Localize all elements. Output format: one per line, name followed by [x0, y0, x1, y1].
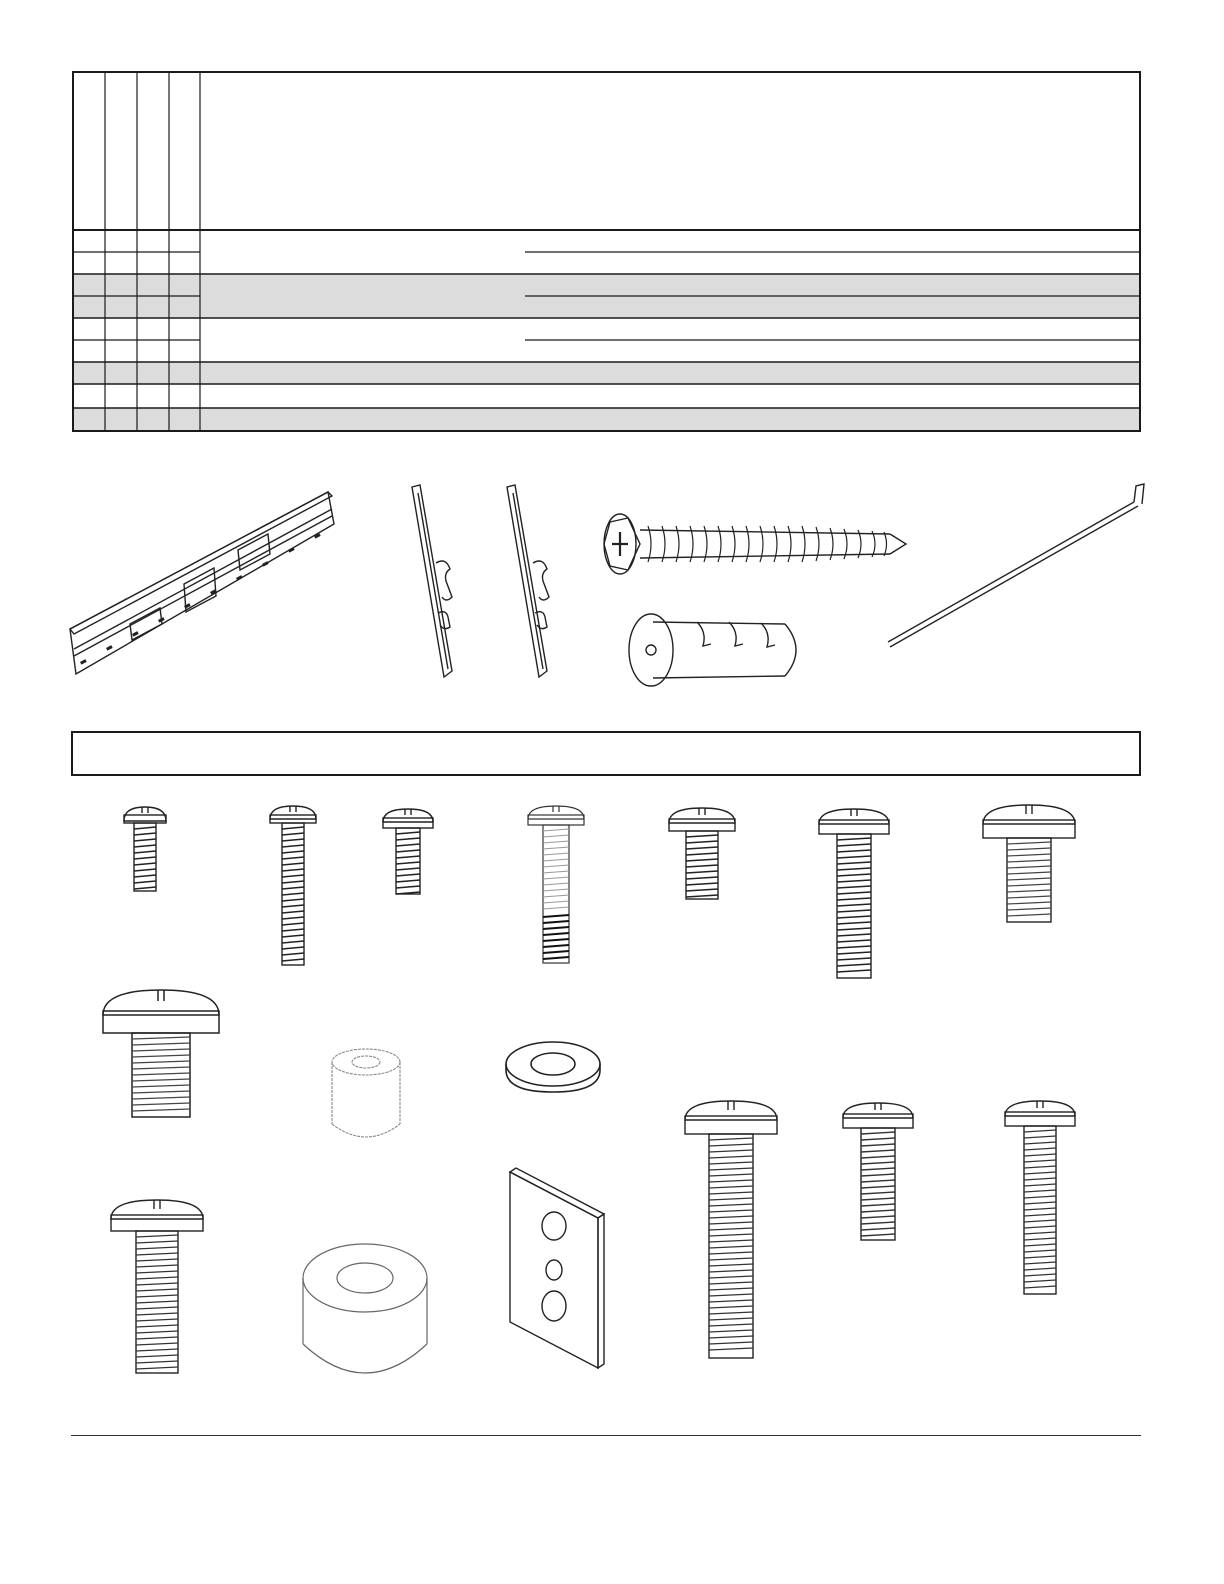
table-row-shaded: [72, 362, 1141, 384]
screw-icon: [268, 803, 318, 969]
hardware-box: [71, 731, 1141, 776]
right-bracket-icon: [503, 483, 563, 681]
allen-wrench-icon: [884, 480, 1148, 652]
screw-icon: [682, 1098, 780, 1362]
table-row-shaded: [72, 408, 1141, 432]
screw-icon: [816, 806, 892, 982]
lag-bolt-icon: [600, 508, 912, 584]
left-bracket-icon: [408, 483, 468, 681]
screw-icon: [526, 803, 586, 967]
screw-icon: [980, 802, 1078, 926]
spacer-icon: [326, 1046, 406, 1142]
washer-icon: [502, 1038, 604, 1096]
screw-icon: [120, 803, 170, 895]
screw-icon: [100, 987, 222, 1121]
screw-icon: [666, 805, 738, 903]
spacer-icon: [298, 1240, 432, 1378]
screw-icon: [1002, 1098, 1078, 1298]
screw-icon: [840, 1100, 916, 1244]
wall-plate-icon: [66, 484, 338, 684]
wall-anchor-icon: [625, 610, 811, 690]
screw-icon: [380, 806, 436, 898]
adapter-plate-icon: [506, 1168, 610, 1374]
parts-table: [72, 71, 1141, 432]
footer-rule: [71, 1435, 1141, 1436]
screw-icon: [108, 1197, 206, 1377]
